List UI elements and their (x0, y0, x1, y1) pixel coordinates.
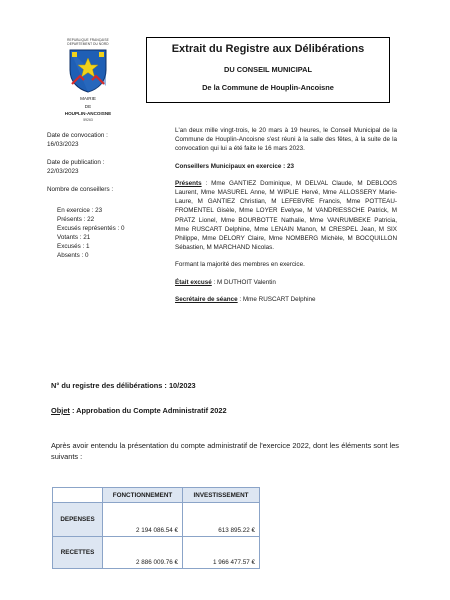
recettes-fonctionnement: 2 886 009.76 € (103, 537, 183, 569)
logo-postal-code: 59263 (83, 117, 93, 122)
logo-republique-text: REPUBLIQUE FRANÇAISE (67, 38, 109, 42)
publication-date: 22/03/2023 (47, 168, 79, 175)
header-investissement: INVESTISSEMENT (183, 488, 260, 503)
logo-mairie-text: MAIRIE (80, 96, 96, 101)
document-header (146, 37, 390, 103)
registre-number: N° du registre des délibérations : 10/2023 (51, 381, 196, 390)
convocation-date: 16/03/2023 (47, 141, 79, 148)
row-label-depenses: DEPENSES (53, 503, 103, 537)
presents-paragraph (175, 179, 397, 253)
logo-de-text: DE (84, 103, 92, 109)
table-row (53, 537, 260, 569)
table-header-row (53, 488, 260, 503)
count-absents: Absents : 0 (57, 252, 89, 259)
count-excuses-representes: Excusés représentés : 0 (57, 225, 125, 232)
document-subtitle: DU CONSEIL MUNICIPAL (223, 65, 312, 74)
compte-administratif-table (52, 487, 260, 569)
meeting-info-column (47, 131, 167, 260)
logo-commune-text: HOUPLIN-ANCOISNE (64, 111, 112, 117)
deliberation-body (175, 126, 397, 312)
excuse-label: Était excusé (175, 278, 212, 286)
publication-label: Date de publication : (47, 159, 105, 166)
depenses-investissement: 613 895.22 € (183, 503, 260, 537)
logo-departement-text: DEPARTEMENT DU NORD (67, 42, 109, 46)
exercice-line: Conseillers Municipaux en exercice : 23 (175, 162, 294, 170)
excuse-line (175, 278, 397, 287)
document-title: Extrait du Registre aux Délibérations (171, 43, 365, 55)
secretaire-label: Secrétaire de séance (175, 295, 238, 303)
count-votants: Votants : 21 (57, 234, 91, 241)
coat-of-arms-icon (68, 48, 108, 94)
apres-paragraph: Après avoir entendu la présentation du compte administratif de l'exercice 2022, dont les éléments sont les suivants : (51, 441, 399, 461)
count-presents: Présents : 22 (57, 216, 95, 223)
commune-logo (52, 38, 124, 122)
document-commune: De la Commune de Houplin-Ancoisne (202, 83, 334, 92)
objet-line (51, 406, 227, 415)
depenses-fonctionnement: 2 194 086.54 € (103, 503, 183, 537)
count-excuses: Excusés : 1 (57, 243, 90, 250)
secretaire-line (175, 295, 397, 304)
conseillers-counts (57, 206, 167, 260)
conseillers-label: Nombre de conseillers : (47, 186, 114, 193)
secretaire-name: : Mme RUSCART Delphine (237, 295, 316, 303)
objet-text: : Approbation du Compte Administratif 2022 (69, 406, 227, 415)
presents-label: Présents (175, 179, 202, 187)
intro-paragraph: L'an deux mille vingt-trois, le 20 mars à 19 heures, le Conseil Municipal de la Commune de Houplin-Ancoisne s'est réuni à la salle des fêtes, à la suite de la convocation qui lui a été faite le 16 mars 2023. (175, 127, 397, 153)
recettes-investissement: 1 966 477.57 € (183, 537, 260, 569)
count-en-exercice: En exercice : 23 (57, 207, 103, 214)
table-corner-cell (53, 488, 103, 503)
majorite-line: Formant la majorité des membres en exercice. (175, 261, 305, 269)
objet-label: Objet (51, 406, 70, 415)
excuse-name: : M DUTHOIT Valentin (211, 278, 276, 286)
header-fonctionnement: FONCTIONNEMENT (103, 488, 183, 503)
presents-list: : Mme GANTIEZ Dominique, M DELVAL Claude, M DEBLOOS Laurent, Mme MASUREL Anne, M WIPLIE Hervé, Mme ALLOSSERY Marie-Laure, M GANTIEZ Christian, M LEFEBVRE Francis, Mme POTTEAU-FROMENTEL Gisèle, Mme LOYER Evelyse, M VANDRIESSCHE Patrick, M PRATZ Lionel, Mme BOURBOTTE Nathalie, Mme VANRUMBEKE Patricia, Mme RUSCART Delphine, Mme LENAIN Manon, M CRESPEL Jean, M SIX Philippe, Mme DELORY Claire, Mme NOMBERG Michèle, M BOCQUILLON Sébastien, M MARCHAND Nicolas. (175, 179, 397, 252)
row-label-recettes: RECETTES (53, 537, 103, 569)
convocation-label: Date de convocation : (47, 132, 108, 139)
table-row (53, 503, 260, 537)
